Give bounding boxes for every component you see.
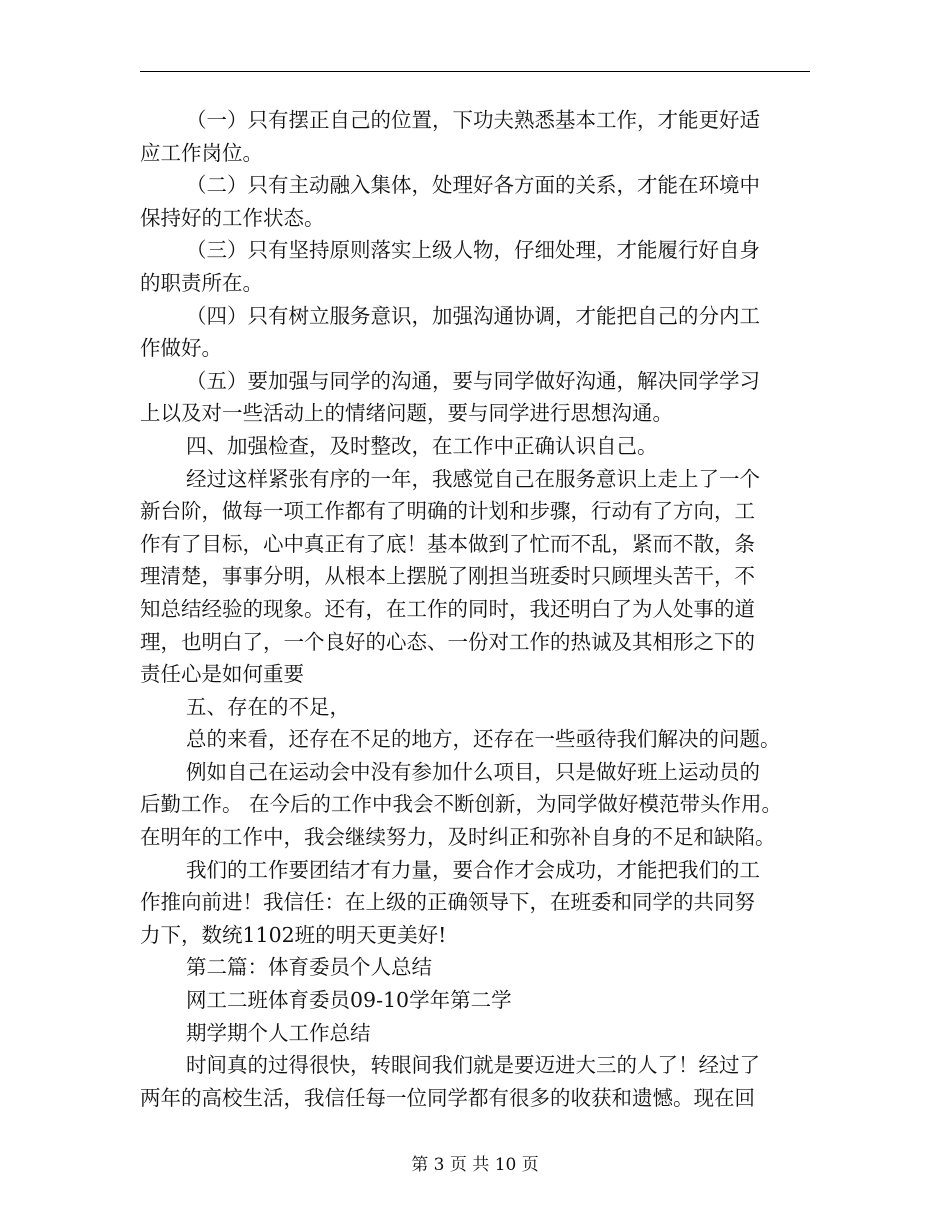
text-line: 两年的高校生活，我信任每一位同学都有很多的收获和遗憾。现在回 (140, 1085, 755, 1110)
text-line: 网工二班体育委员09-10学年第二学 (186, 988, 512, 1013)
document-body (140, 104, 800, 1114)
text-line: 总的来看，还存在不足的地方，还存在一些亟待我们解决的问题。 (186, 727, 781, 752)
text-line: 时间真的过得很快，转眼间我们就是要迈进大三的人了！经过了 (186, 1053, 760, 1078)
text-line: （四）只有树立服务意识，加强沟通协调，才能把自己的分内工 (186, 303, 760, 328)
section-heading: 五、存在的不足， (186, 694, 350, 719)
text-line: 责任心是如何重要 (140, 662, 304, 687)
text-line: 理，也明白了，一个良好的心态、一份对工作的热诚及其相形之下的 (140, 629, 755, 654)
text-line: 作做好。 (140, 336, 222, 361)
section-heading: 第二篇：体育委员个人总结 (186, 955, 432, 980)
page-number-footer: 第 3 页 共 10 页 (411, 1155, 539, 1175)
text-line: 作推向前进！我信任：在上级的正确领导下，在班委和同学的共同努 (140, 890, 755, 915)
text-line: 的职责所在。 (140, 270, 263, 295)
text-line: 期学期个人工作总结 (186, 1020, 371, 1045)
text-line: 力下，数统1102班的明天更美好! (140, 922, 447, 947)
header-rule (140, 71, 810, 72)
section-heading: 四、加强检查，及时整改，在工作中正确认识自己。 (186, 433, 658, 458)
text-line: 作有了目标，心中真正有了底！基本做到了忙而不乱，紧而不散，条 (140, 531, 755, 556)
text-line: （一）只有摆正自己的位置，下功夫熟悉基本工作，才能更好适 (186, 108, 760, 132)
text-line: 上以及对一些活动上的情绪问题，要与同学进行思想沟通。 (140, 401, 673, 426)
text-line: 在明年的工作中，我会继续努力，及时纠正和弥补自身的不足和缺陷。 (140, 825, 776, 850)
text-line: 新台阶，做每一项工作都有了明确的计划和步骤，行动有了方向，工 (140, 499, 755, 524)
text-line: 例如自己在运动会中没有参加什么项目，只是做好班上运动员的 (186, 759, 760, 784)
text-line: 知总结经验的现象。还有，在工作的同时，我还明白了为人处事的道 (140, 596, 755, 621)
text-line: 理清楚，事事分明，从根本上摆脱了刚担当班委时只顾埋头苦干，不 (140, 564, 755, 589)
text-line: 保持好的工作状态。 (140, 205, 325, 230)
text-line: 后勤工作。 在今后的工作中我会不断创新，为同学做好模范带头作用。 (140, 792, 783, 817)
text-line: 我们的工作要团结才有力量，要合作才会成功，才能把我们的工 (186, 857, 760, 882)
text-line: （五）要加强与同学的沟通，要与同学做好沟通，解决同学学习 (186, 368, 760, 393)
text-line: 经过这样紧张有序的一年，我感觉自己在服务意识上走上了一个 (186, 466, 760, 491)
text-line: 应工作岗位。 (140, 140, 263, 165)
text-line: （二）只有主动融入集体，处理好各方面的关系，才能在环境中 (186, 173, 760, 198)
text-line: （三）只有坚持原则落实上级人物，仔细处理，才能履行好自身 (186, 238, 760, 263)
